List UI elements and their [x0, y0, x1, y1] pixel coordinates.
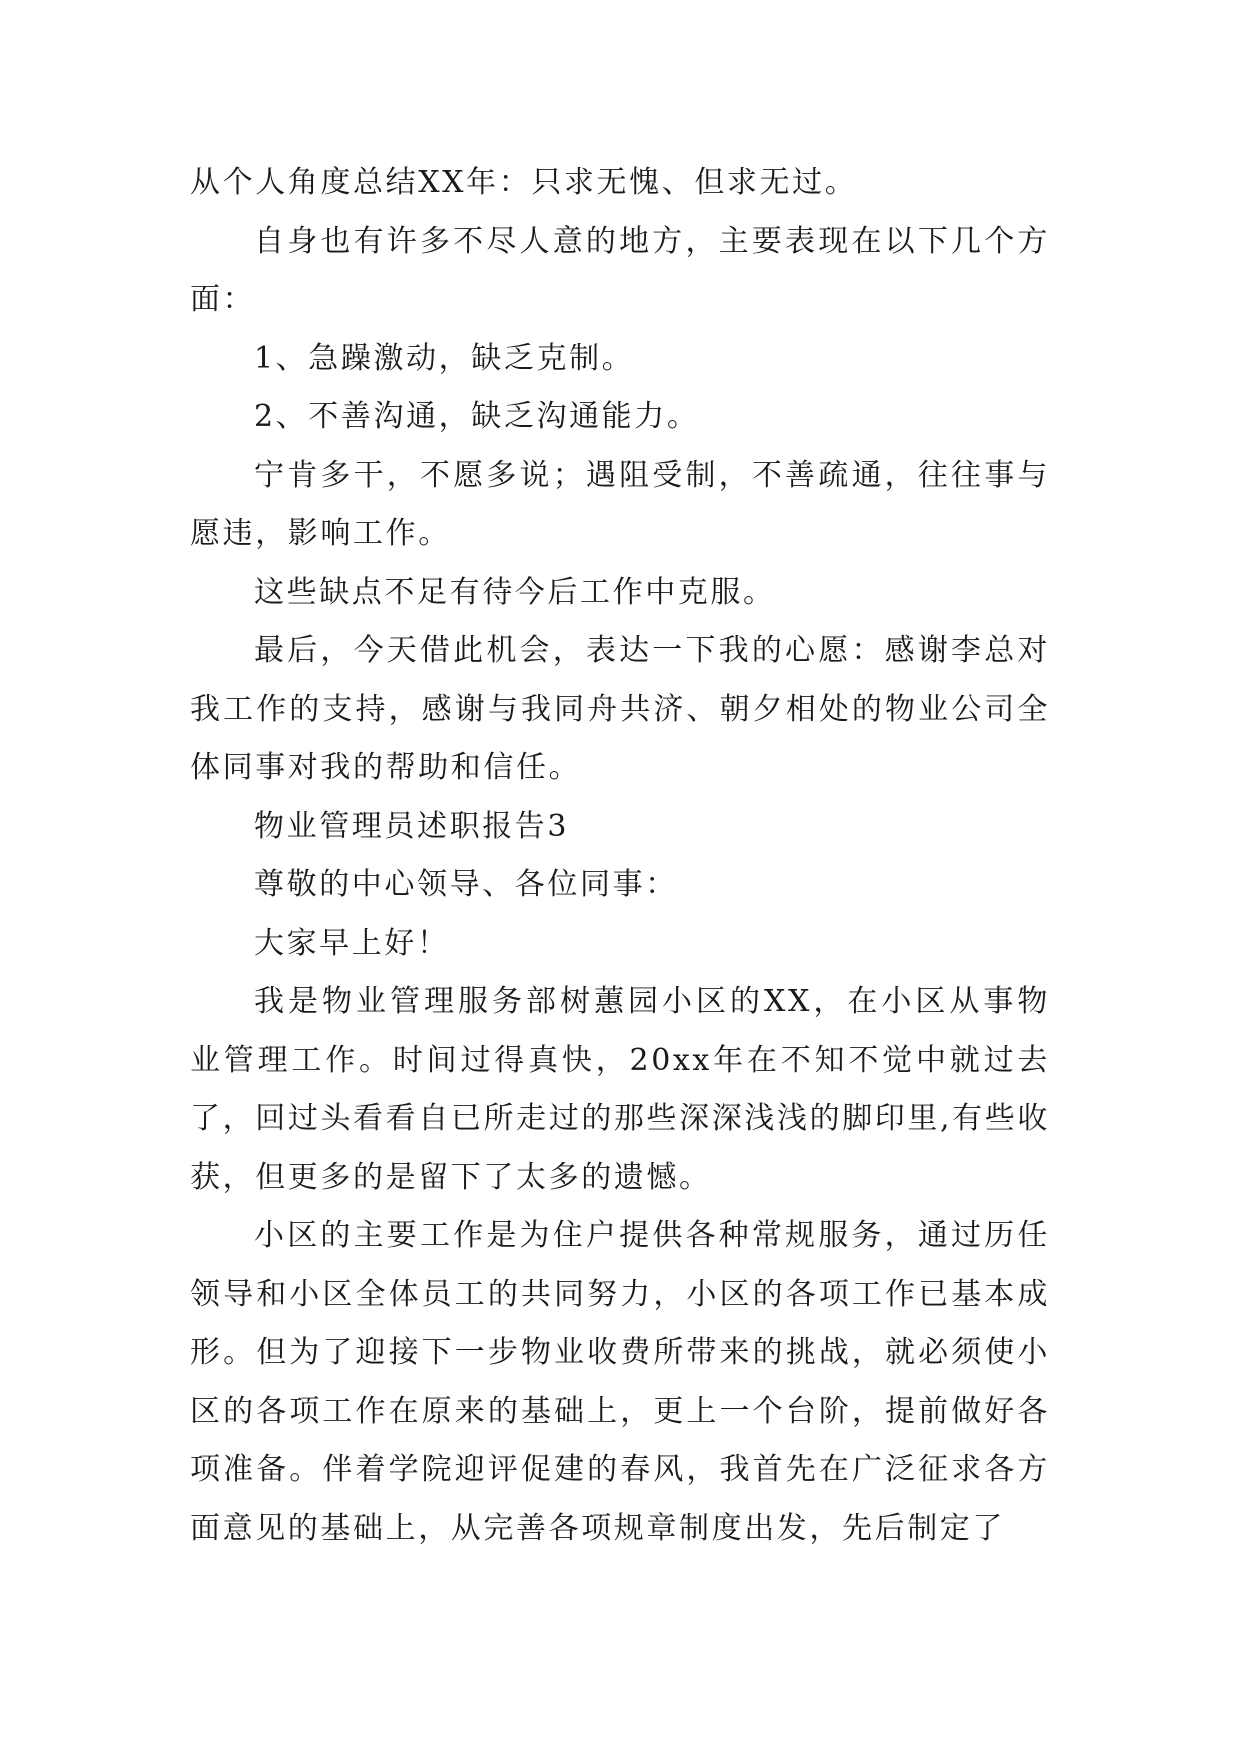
paragraph: 这些缺点不足有待今后工作中克服。 [254, 574, 776, 610]
salutation: 尊敬的中心领导、各位同事： [254, 867, 678, 902]
paragraph: 小区的主要工作是为住户提供各种常规服务，通过历任领导和小区全体员工的共同努力，小区的各项工作已基本成形。但为了迎接下一步物业收费所带来的挑战，就必须使小区的各项工作在原来的基础上，更上一个台阶，提前做好各项准备。伴着学院迎评促建的春风，我首先在广泛征求各方面意见的基础上，从完善各项规章制度出发，先后制定了 [190, 1218, 1050, 1546]
greeting: 大家早上好！ [254, 925, 450, 961]
paragraph: 从个人角度总结XX年：只求无愧、但求无过。 [190, 165, 858, 200]
paragraph: 我是物业管理服务部树蕙园小区的XX，在小区从事物业管理工作。时间过得真快，20xx年在不知不觉中就过去了，回过头看看自已所走过的那些深深浅浅的脚印里,有些收获，但更多的是留下了太多的遗憾。 [190, 984, 1050, 1195]
list-item: 1、急躁激动，缺乏克制。 [254, 340, 635, 376]
paragraph: 宁肯多干，不愿多说；遇阻受制，不善疏通，往往事与愿违，影响工作。 [190, 457, 1050, 551]
paragraph: 最后，今天借此机会，表达一下我的心愿：感谢李总对我工作的支持，感谢与我同舟共济、朝夕相处的物业公司全体同事对我的帮助和信任。 [190, 633, 1050, 785]
section-heading: 物业管理员述职报告3 [254, 808, 570, 844]
document-body [190, 154, 1050, 1558]
paragraph: 自身也有许多不尽人意的地方，主要表现在以下几个方面： [190, 223, 1050, 317]
list-item: 2、不善沟通，缺乏沟通能力。 [254, 399, 700, 434]
